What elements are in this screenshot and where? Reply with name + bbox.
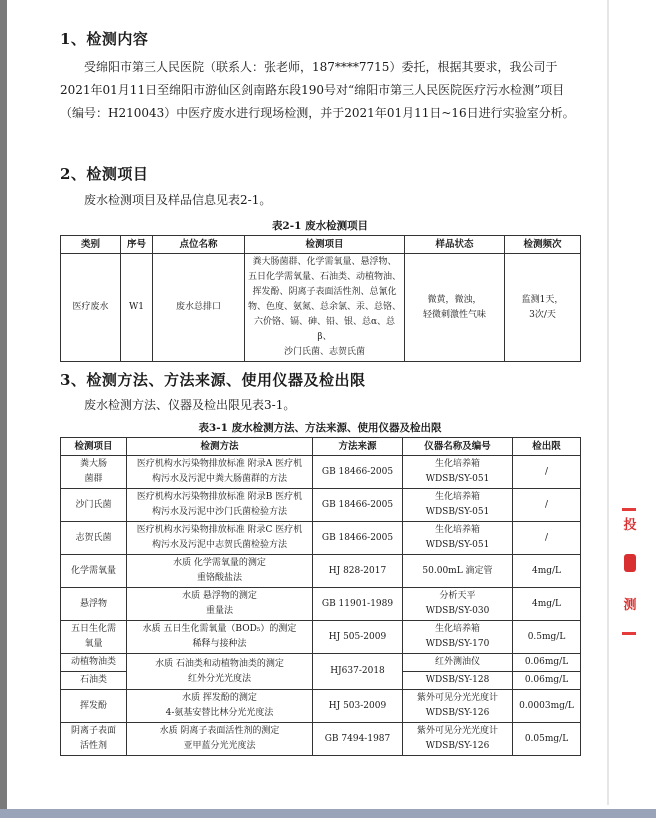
method-line: 水质 石油类和动植物油类的测定 bbox=[155, 658, 284, 669]
method-line: 构污水及污泥中志贺氏菌检验方法 bbox=[151, 540, 287, 550]
header-cell: 序号 bbox=[121, 236, 153, 254]
instrument-line: 生化培养箱 bbox=[434, 624, 480, 634]
item-cell bbox=[61, 588, 127, 621]
window-bottom-border bbox=[0, 809, 656, 818]
table-row bbox=[61, 254, 581, 362]
instrument-cell bbox=[403, 522, 513, 555]
frequency-line: 3次/天 bbox=[529, 309, 556, 320]
item-line: 活性剂 bbox=[79, 741, 107, 751]
item-line: 五日生化需 bbox=[70, 624, 116, 634]
items-line: 挥发酚、阴离子表面活性剂、总氰化 bbox=[252, 287, 397, 297]
item-cell bbox=[61, 621, 127, 654]
table-body bbox=[61, 690, 581, 756]
method-line: 医疗机构水污染物排放标准 附录A 医疗机 bbox=[136, 459, 303, 469]
limit-cell: / bbox=[513, 522, 581, 555]
method-cell bbox=[127, 723, 313, 756]
items-line: 物、色度、氨氮、总余氯、汞、总铬、 bbox=[247, 302, 401, 312]
item-cell bbox=[61, 489, 127, 522]
method-cell bbox=[127, 456, 313, 489]
header-cell: 类别 bbox=[61, 236, 121, 254]
item-cell bbox=[61, 456, 127, 489]
section-3-title: 3、检测方法、方法来源、使用仪器及检出限 bbox=[60, 371, 366, 389]
item-line: 挥发酚 bbox=[79, 700, 107, 711]
instrument-cell bbox=[403, 555, 513, 588]
item-line: 沙门氏菌 bbox=[75, 499, 112, 510]
section-2-text: 废水检测项目及样品信息见表2-1。 bbox=[84, 193, 272, 207]
state-cell bbox=[405, 254, 505, 362]
stamp-char: 测 bbox=[623, 598, 637, 613]
table-body bbox=[61, 456, 581, 654]
item-line: 氧量 bbox=[84, 639, 103, 649]
seal-stamp bbox=[622, 508, 638, 636]
table-row bbox=[61, 690, 581, 723]
method-line: 医疗机构水污染物排放标准 附录C 医疗机 bbox=[136, 525, 303, 535]
header-cell: 点位名称 bbox=[153, 236, 245, 254]
item-line: 悬浮物 bbox=[79, 598, 107, 609]
method-line: 4-氨基安替比林分光光度法 bbox=[165, 708, 274, 718]
state-line: 微黄，微浊， bbox=[427, 294, 482, 305]
limit-cell: / bbox=[513, 489, 581, 522]
limit-cell: 0.0003mg/L bbox=[513, 690, 581, 723]
table-row bbox=[61, 723, 581, 756]
item-line: 化学需氧量 bbox=[70, 565, 116, 576]
method-line: 稀释与接种法 bbox=[192, 639, 247, 649]
table-row bbox=[61, 456, 581, 489]
section-1-paragraph bbox=[60, 56, 580, 125]
instrument-line: WDSB/SY-051 bbox=[425, 540, 490, 550]
section-1-text: 受绵阳市第三人民医院（联系人：张老师，187****7715）委托，根据其要求，我公司于2021年01月11日至绵阳市游仙区剑南路东段190号对“绵阳市第三人民医院医疗污水检测”项目（编号：H210043）中医疗废水进行现场检测，并于2021年01月11日~16日进行实验室分析。 bbox=[60, 60, 575, 120]
header-cell: 检测项目 bbox=[61, 438, 127, 456]
table-row bbox=[61, 555, 581, 588]
method-line: 水质 阴离子表面活性剂的测定 bbox=[159, 726, 280, 736]
stamp-char: 投 bbox=[623, 518, 637, 533]
instrument-cell bbox=[403, 456, 513, 489]
instrument-line: 分析天平 bbox=[439, 591, 476, 601]
method-line: 重量法 bbox=[205, 606, 233, 616]
frequency-line: 监测1天， bbox=[521, 294, 564, 305]
source-cell: GB 18466-2005 bbox=[313, 489, 403, 522]
source-cell: GB 18466-2005 bbox=[313, 522, 403, 555]
category-cell: 医疗废水 bbox=[61, 254, 121, 362]
source-cell: HJ637-2018 bbox=[313, 654, 403, 690]
method-line: 水质 五日生化需氧量（BOD₅）的测定 bbox=[142, 624, 297, 634]
instrument-cell bbox=[403, 489, 513, 522]
item-cell bbox=[61, 723, 127, 756]
instrument-cell: 红外测油仪 bbox=[403, 654, 513, 672]
limit-cell: 0.06mg/L bbox=[513, 672, 581, 690]
header-cell: 方法来源 bbox=[313, 438, 403, 456]
method-line: 重铬酸盐法 bbox=[196, 573, 242, 583]
method-cell bbox=[127, 489, 313, 522]
method-line: 构污水及污泥中粪大肠菌群的方法 bbox=[151, 474, 287, 484]
section-3-text: 废水检测方法、仪器及检出限见表3-1。 bbox=[84, 398, 296, 412]
limit-cell: 0.06mg/L bbox=[513, 654, 581, 672]
source-cell: GB 7494-1987 bbox=[313, 723, 403, 756]
instrument-line: 紫外可见分光光度计 bbox=[416, 726, 498, 736]
source-cell: GB 11901-1989 bbox=[313, 588, 403, 621]
section-1-title: 1、检测内容 bbox=[60, 30, 149, 48]
instrument-line: WDSB/SY-126 bbox=[425, 708, 490, 718]
method-line: 亚甲蓝分光光度法 bbox=[183, 741, 256, 751]
instrument-line: WDSB/SY-051 bbox=[425, 474, 490, 484]
instrument-line: WDSB/SY-030 bbox=[425, 606, 490, 616]
limit-cell: 4mg/L bbox=[513, 555, 581, 588]
method-line: 红外分光光度法 bbox=[187, 673, 251, 684]
table-row bbox=[61, 522, 581, 555]
instrument-line: WDSB/SY-051 bbox=[425, 507, 490, 517]
method-cell bbox=[127, 654, 313, 690]
page-edge bbox=[607, 0, 609, 805]
instrument-line: 生化培养箱 bbox=[434, 525, 480, 535]
items-line: 六价铬、镉、砷、铅、银、总α、总β、 bbox=[253, 317, 396, 342]
stamp-stroke bbox=[622, 508, 636, 511]
instrument-line: 紫外可见分光光度计 bbox=[416, 693, 498, 703]
instrument-cell bbox=[403, 588, 513, 621]
table-header-row bbox=[61, 438, 581, 456]
header-cell: 仪器名称及编号 bbox=[403, 438, 513, 456]
number-cell: W1 bbox=[121, 254, 153, 362]
instrument-cell: WDSB/SY-128 bbox=[403, 672, 513, 690]
items-line: 粪大肠菌群、化学需氧量、悬浮物、 bbox=[252, 257, 397, 267]
item-cell bbox=[61, 690, 127, 723]
method-line: 水质 化学需氧量的测定 bbox=[173, 558, 266, 568]
limit-cell: 0.5mg/L bbox=[513, 621, 581, 654]
limit-cell: 0.05mg/L bbox=[513, 723, 581, 756]
table-row bbox=[61, 621, 581, 654]
instrument-line: 50.00mL 滴定管 bbox=[422, 565, 493, 576]
method-line: 水质 悬浮物的测定 bbox=[182, 591, 257, 601]
source-cell: HJ 505-2009 bbox=[313, 621, 403, 654]
header-cell: 检测项目 bbox=[245, 236, 405, 254]
method-cell bbox=[127, 588, 313, 621]
instrument-cell bbox=[403, 621, 513, 654]
source-cell: GB 18466-2005 bbox=[313, 456, 403, 489]
table-2-1-caption: 表2-1 废水检测项目 bbox=[271, 220, 369, 232]
table-header-row bbox=[61, 236, 581, 254]
header-cell: 检测频次 bbox=[505, 236, 581, 254]
instrument-cell bbox=[403, 723, 513, 756]
stamp-mark bbox=[624, 554, 636, 572]
table-row bbox=[61, 654, 581, 672]
method-line: 水质 挥发酚的测定 bbox=[182, 693, 257, 703]
source-cell: HJ 503-2009 bbox=[313, 690, 403, 723]
item-line: 阴离子表面 bbox=[70, 726, 116, 736]
item-cell bbox=[61, 522, 127, 555]
items-cell bbox=[245, 254, 405, 362]
method-cell bbox=[127, 522, 313, 555]
item-cell: 动植物油类 bbox=[61, 654, 127, 672]
instrument-line: 生化培养箱 bbox=[434, 459, 480, 469]
header-cell: 样品状态 bbox=[405, 236, 505, 254]
instrument-line: WDSB/SY-170 bbox=[425, 639, 490, 649]
table-2-1 bbox=[60, 235, 581, 362]
table-row bbox=[61, 489, 581, 522]
item-line: 粪大肠 bbox=[79, 459, 107, 469]
method-line: 医疗机构水污染物排放标准 附录B 医疗机 bbox=[136, 492, 303, 502]
item-cell: 石油类 bbox=[61, 672, 127, 690]
items-line: 五日化学需氧量、石油类、动植物油、 bbox=[247, 272, 401, 282]
item-line: 志贺氏菌 bbox=[75, 532, 112, 543]
table-row bbox=[61, 588, 581, 621]
state-line: 轻微刺激性气味 bbox=[422, 309, 486, 320]
item-cell bbox=[61, 555, 127, 588]
stamp-stroke bbox=[622, 632, 636, 635]
section-2-paragraph bbox=[60, 189, 580, 212]
instrument-cell bbox=[403, 690, 513, 723]
source-cell: HJ 828-2017 bbox=[313, 555, 403, 588]
table-3-1 bbox=[60, 437, 581, 756]
items-line: 沙门氏菌、志贺氏菌 bbox=[283, 347, 365, 357]
site-cell: 废水总排口 bbox=[153, 254, 245, 362]
instrument-line: WDSB/SY-126 bbox=[425, 741, 490, 751]
limit-cell: 4mg/L bbox=[513, 588, 581, 621]
header-cell: 检出限 bbox=[513, 438, 581, 456]
instrument-line: 生化培养箱 bbox=[434, 492, 480, 502]
table-3-1-caption: 表3-1 废水检测方法、方法来源、使用仪器及检出限 bbox=[198, 422, 442, 434]
method-cell bbox=[127, 621, 313, 654]
limit-cell: / bbox=[513, 456, 581, 489]
method-cell bbox=[127, 690, 313, 723]
oil-rows bbox=[61, 654, 581, 690]
item-line: 菌群 bbox=[84, 474, 103, 484]
window-left-border bbox=[0, 0, 7, 818]
section-2-title: 2、检测项目 bbox=[60, 165, 149, 183]
header-cell: 检测方法 bbox=[127, 438, 313, 456]
method-cell bbox=[127, 555, 313, 588]
frequency-cell bbox=[505, 254, 581, 362]
section-3-paragraph bbox=[60, 394, 580, 417]
method-line: 构污水及污泥中沙门氏菌检验方法 bbox=[151, 507, 287, 517]
